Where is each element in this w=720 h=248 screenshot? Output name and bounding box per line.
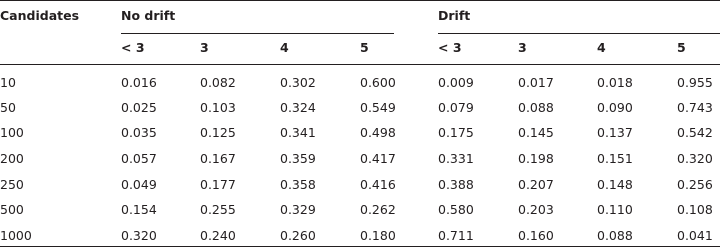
candidates-cell: 100 — [0, 125, 24, 140]
subheader-no-drift-0: < 3 — [121, 40, 145, 55]
value-cell: 0.331 — [438, 151, 474, 166]
value-cell: 0.148 — [597, 177, 633, 192]
stub-header: Candidates — [0, 8, 80, 23]
candidates-cell: 10 — [0, 75, 16, 90]
value-cell: 0.145 — [518, 125, 554, 140]
value-cell: 0.955 — [677, 75, 713, 90]
table-top-rule — [0, 0, 720, 1]
value-cell: 0.035 — [121, 125, 157, 140]
value-cell: 0.358 — [280, 177, 316, 192]
value-cell: 0.324 — [280, 100, 316, 115]
subheader-drift-1: 3 — [518, 40, 527, 55]
value-cell: 0.256 — [677, 177, 713, 192]
value-cell: 0.088 — [597, 228, 633, 243]
value-cell: 0.542 — [677, 125, 713, 140]
group-header-no-drift: No drift — [121, 8, 176, 23]
value-cell: 0.088 — [518, 100, 554, 115]
value-cell: 0.167 — [200, 151, 236, 166]
value-cell: 0.103 — [200, 100, 236, 115]
subheader-no-drift-2: 4 — [280, 40, 289, 55]
value-cell: 0.341 — [280, 125, 316, 140]
group-rule-no-drift — [121, 33, 394, 34]
value-cell: 0.580 — [438, 202, 474, 217]
table-bottom-rule — [0, 246, 720, 247]
value-cell: 0.177 — [200, 177, 236, 192]
value-cell: 0.009 — [438, 75, 474, 90]
value-cell: 0.160 — [518, 228, 554, 243]
value-cell: 0.137 — [597, 125, 633, 140]
value-cell: 0.151 — [597, 151, 633, 166]
value-cell: 0.057 — [121, 151, 157, 166]
value-cell: 0.416 — [360, 177, 396, 192]
candidates-cell: 50 — [0, 100, 16, 115]
value-cell: 0.240 — [200, 228, 236, 243]
value-cell: 0.203 — [518, 202, 554, 217]
value-cell: 0.320 — [121, 228, 157, 243]
value-cell: 0.082 — [200, 75, 236, 90]
value-cell: 0.016 — [121, 75, 157, 90]
subheader-drift-0: < 3 — [438, 40, 462, 55]
subheader-no-drift-3: 5 — [360, 40, 369, 55]
value-cell: 0.302 — [280, 75, 316, 90]
value-cell: 0.329 — [280, 202, 316, 217]
value-cell: 0.154 — [121, 202, 157, 217]
value-cell: 0.125 — [200, 125, 236, 140]
value-cell: 0.320 — [677, 151, 713, 166]
value-cell: 0.090 — [597, 100, 633, 115]
candidates-cell: 250 — [0, 177, 24, 192]
group-header-drift: Drift — [438, 8, 471, 23]
value-cell: 0.025 — [121, 100, 157, 115]
header-rule — [0, 64, 720, 65]
group-rule-drift — [438, 33, 720, 34]
value-cell: 0.417 — [360, 151, 396, 166]
value-cell: 0.260 — [280, 228, 316, 243]
value-cell: 0.388 — [438, 177, 474, 192]
subheader-no-drift-1: 3 — [200, 40, 209, 55]
value-cell: 0.079 — [438, 100, 474, 115]
value-cell: 0.549 — [360, 100, 396, 115]
candidates-cell: 200 — [0, 151, 24, 166]
candidates-cell: 1000 — [0, 228, 32, 243]
value-cell: 0.600 — [360, 75, 396, 90]
value-cell: 0.207 — [518, 177, 554, 192]
value-cell: 0.017 — [518, 75, 554, 90]
value-cell: 0.180 — [360, 228, 396, 243]
value-cell: 0.175 — [438, 125, 474, 140]
value-cell: 0.255 — [200, 202, 236, 217]
value-cell: 0.262 — [360, 202, 396, 217]
value-cell: 0.711 — [438, 228, 474, 243]
value-cell: 0.198 — [518, 151, 554, 166]
candidates-cell: 500 — [0, 202, 24, 217]
value-cell: 0.041 — [677, 228, 713, 243]
subheader-drift-2: 4 — [597, 40, 606, 55]
value-cell: 0.498 — [360, 125, 396, 140]
value-cell: 0.108 — [677, 202, 713, 217]
subheader-drift-3: 5 — [677, 40, 686, 55]
value-cell: 0.743 — [677, 100, 713, 115]
value-cell: 0.359 — [280, 151, 316, 166]
value-cell: 0.018 — [597, 75, 633, 90]
value-cell: 0.110 — [597, 202, 633, 217]
value-cell: 0.049 — [121, 177, 157, 192]
